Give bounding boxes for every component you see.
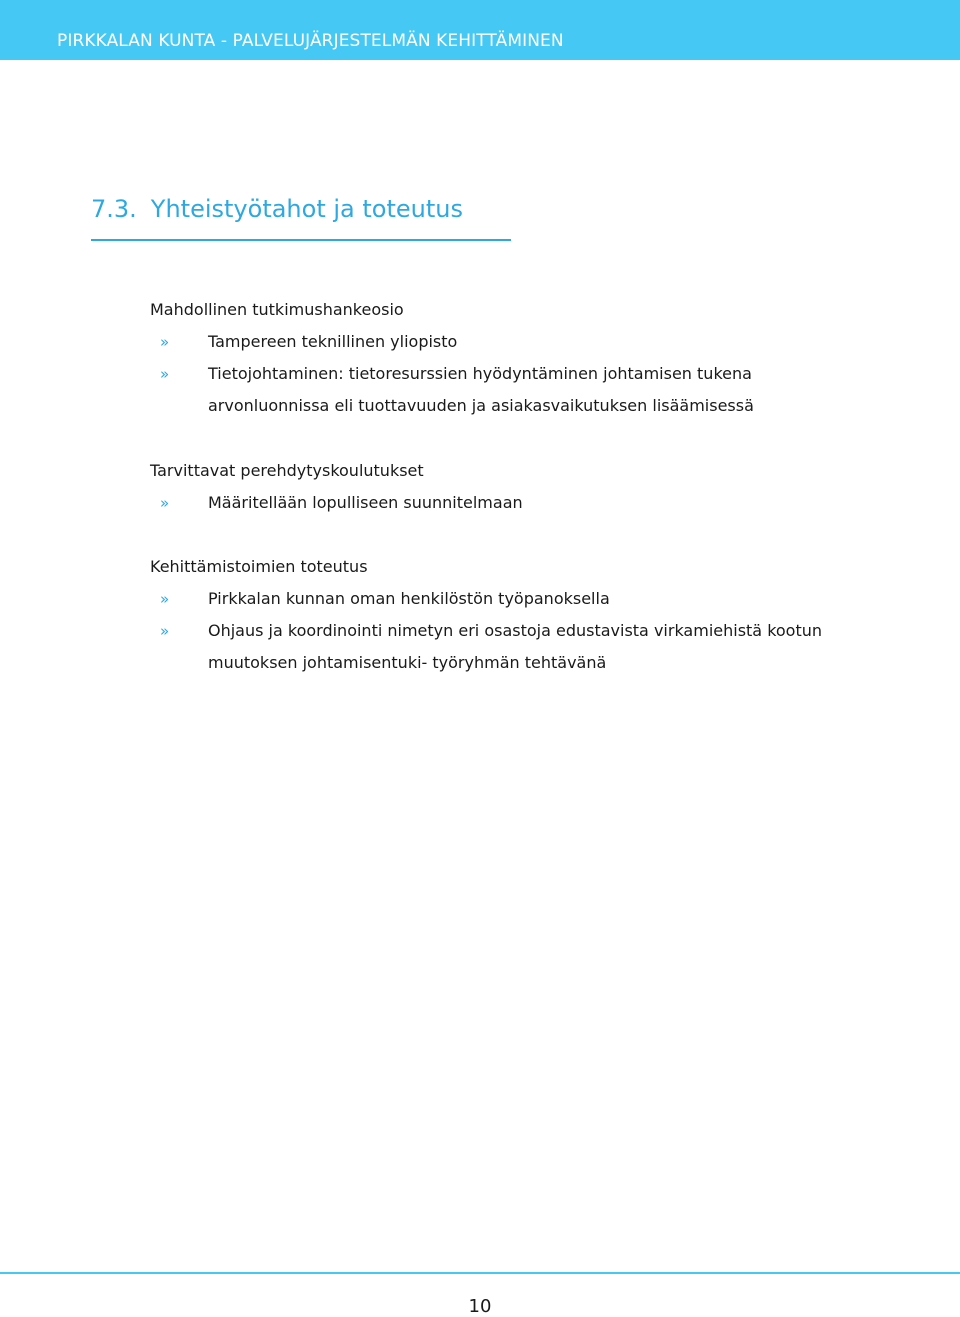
section-title: Yhteistyötahot ja toteutus xyxy=(150,195,463,223)
bullet-marker: » xyxy=(160,590,170,608)
bullet-marker: » xyxy=(160,622,170,640)
list-item xyxy=(150,583,870,615)
list-item xyxy=(150,326,870,358)
block-title: Mahdollinen tutkimushankeosio xyxy=(150,300,404,319)
bullet-marker: » xyxy=(160,333,170,351)
list-item-text: Tietojohtaminen: tietoresurssien hyödyntäminen johtamisen tukena arvonluonnissa eli tuottavuuden ja asiakasvaikutuksen lisäämisessä xyxy=(208,364,754,415)
list-item xyxy=(150,615,870,679)
section-number: 7.3. xyxy=(91,195,137,223)
list-item-text: Pirkkalan kunnan oman henkilöstön työpanoksella xyxy=(208,589,610,608)
block-training xyxy=(150,455,870,519)
list-item-text: Määritellään lopulliseen suunnitelmaan xyxy=(208,493,523,512)
document-header-title: PIRKKALAN KUNTA - PALVELUJÄRJESTELMÄN KEHITTÄMINEN xyxy=(57,31,564,51)
list-item xyxy=(150,358,870,422)
section-heading xyxy=(91,195,463,223)
bullet-marker: » xyxy=(160,494,170,512)
bullet-marker: » xyxy=(160,365,170,383)
block-implementation xyxy=(150,551,870,679)
block-title: Kehittämistoimien toteutus xyxy=(150,557,368,576)
heading-underline xyxy=(91,239,511,241)
block-research-project xyxy=(150,294,870,422)
list-item-text: Ohjaus ja koordinointi nimetyn eri osastoja edustavista virkamiehistä kootun muutoksen johtamisentuki- työryhmän tehtävänä xyxy=(208,621,823,672)
footer-rule xyxy=(0,1272,960,1274)
list-item-text: Tampereen teknillinen yliopisto xyxy=(208,332,458,351)
page-number: 10 xyxy=(468,1296,492,1317)
block-title: Tarvittavat perehdytyskoulutukset xyxy=(150,461,424,480)
list-item xyxy=(150,487,870,519)
